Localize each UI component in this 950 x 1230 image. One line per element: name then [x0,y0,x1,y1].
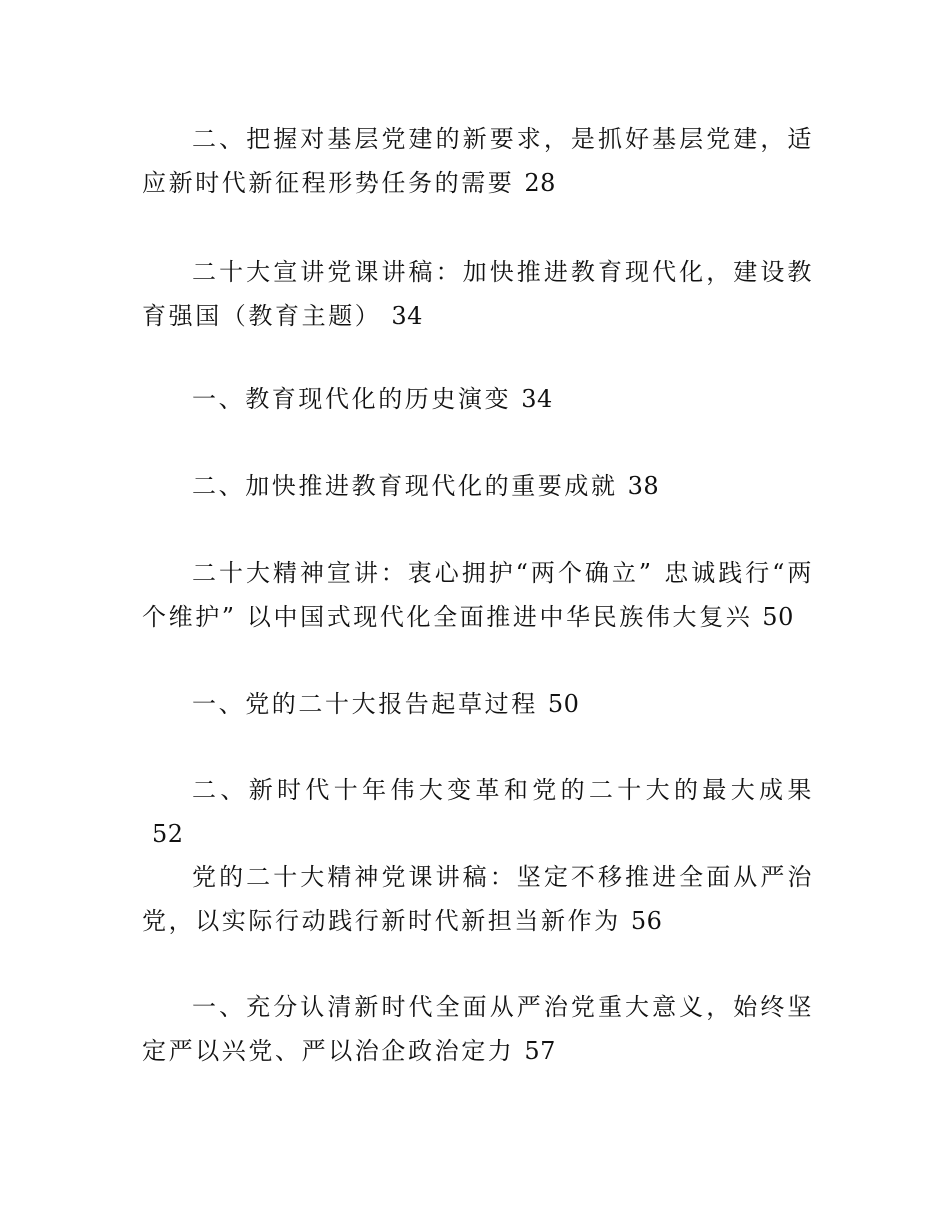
toc-entry [142,855,814,943]
toc-entry-title: 二、加快推进教育现代化的重要成就 [192,472,618,500]
toc-entry-page-number: 34 [391,302,423,330]
toc-entry-title: 二十大宣讲党课讲稿：加快推进教育现代化，建设教育强国（教育主题） [142,258,814,330]
toc-entry-title: 二十大精神宣讲：衷心拥护“两个确立” 忠诚践行“两个维护” 以中国式现代化全面推进中华民族伟大复兴 [142,559,814,631]
toc-entry [142,682,814,726]
toc-entry-page-number: 50 [547,690,580,718]
toc-entry [142,117,814,205]
toc-entry-page-number: 34 [521,385,553,413]
toc-entry-title: 二、把握对基层党建的新要求，是抓好基层党建，适应新时代新征程形势任务的需要 [142,125,814,197]
toc-entry-title: 党的二十大精神党课讲稿：坚定不移推进全面从严治党，以实际行动践行新时代新担当新作为 [142,863,814,935]
toc-entry [142,985,814,1073]
toc-entry-page-number: 50 [762,603,794,631]
toc-entry-page-number: 52 [152,820,184,848]
toc-entry [142,250,814,338]
toc-entry [142,377,814,421]
toc-entry [142,551,814,639]
toc-entry-page-number: 56 [630,907,663,935]
toc-entry [142,768,814,856]
toc-entry-title: 二、新时代十年伟大变革和党的二十大的最大成果 [192,776,814,804]
toc-entry-title: 一、党的二十大报告起草过程 [192,690,538,718]
toc-entry-page-number: 28 [524,169,556,197]
toc-entry-title: 一、教育现代化的历史演变 [192,385,512,413]
toc-entry-title: 一、充分认清新时代全面从严治党重大意义，始终坚定严以兴党、严以治企政治定力 [142,993,814,1065]
toc-entry-page-number: 38 [627,472,660,500]
toc-entry [142,464,814,508]
toc-entry-page-number: 57 [524,1037,556,1065]
